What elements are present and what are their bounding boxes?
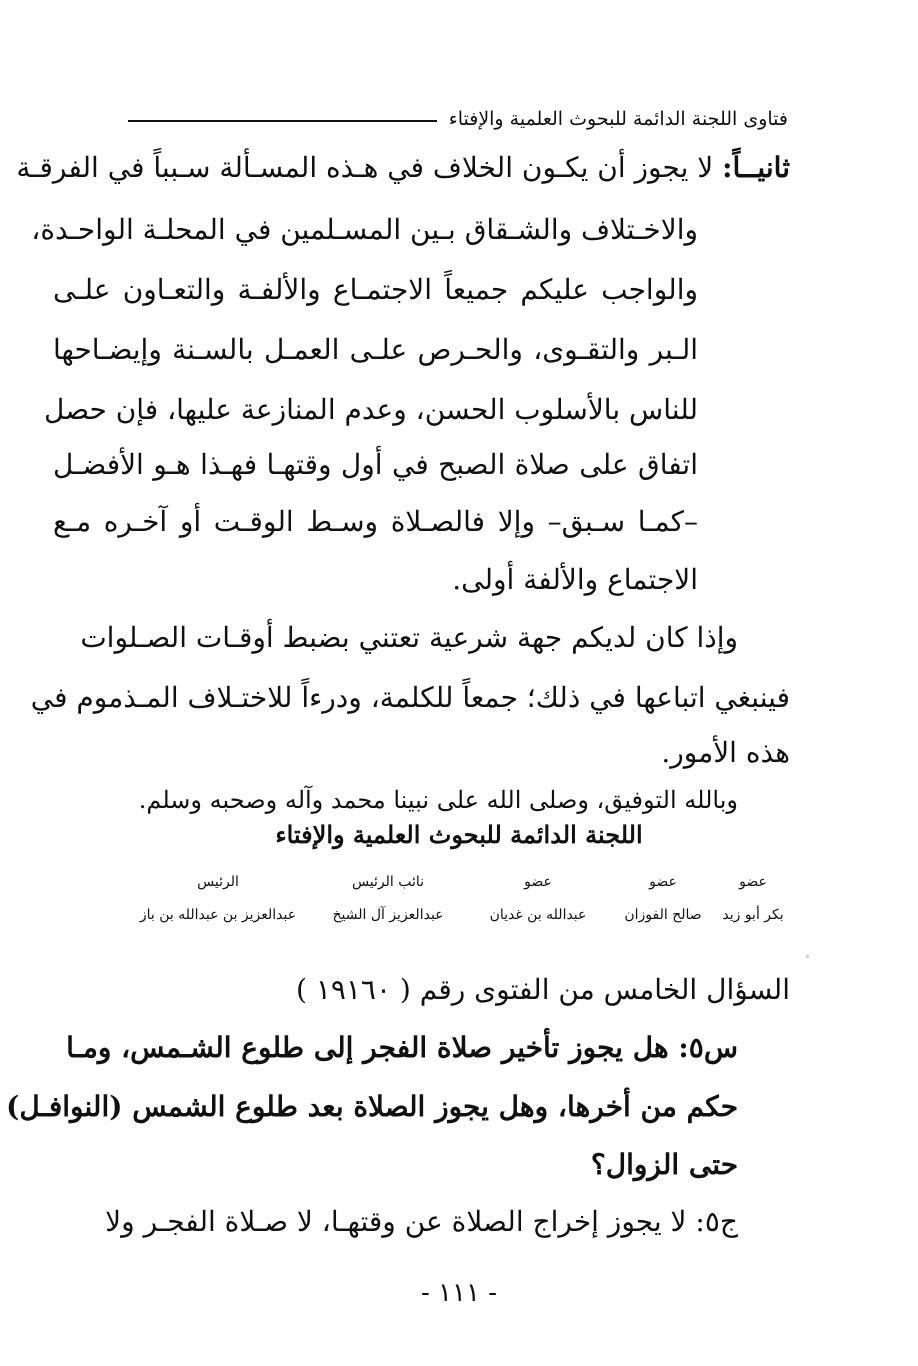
header-rule bbox=[128, 120, 437, 122]
member-name: عبدالعزيز آل الشيخ bbox=[332, 907, 444, 923]
answer-point-line-2: والاخـتلاف والشـقاق بـين المسـلمين في المحلـة الواحـدة، bbox=[31, 213, 698, 246]
member-name: عبدالله بن غديان bbox=[489, 907, 587, 923]
answer-point-lead: ثانيــاً: bbox=[722, 151, 790, 184]
page-mark bbox=[806, 955, 809, 958]
member-role: عضو bbox=[739, 874, 767, 890]
question-line-3: حتى الزوال؟ bbox=[590, 1148, 738, 1181]
running-header bbox=[128, 102, 788, 136]
committee-member bbox=[478, 873, 598, 925]
member-name: بكر أبو زيد bbox=[722, 907, 784, 923]
committee-title: اللجنة الدائمة للبحوث العلمية والإفتاء bbox=[275, 820, 643, 849]
question-line-2: حكم من أخرها، وهل يجوز الصلاة بعد طلوع الشمس (النوافـل) bbox=[6, 1090, 738, 1123]
committee-member bbox=[718, 873, 788, 925]
section-heading: السؤال الخامس من الفتوى رقم ( ١٩١٦٠ ) bbox=[295, 973, 790, 1006]
authority-line-1: وإذا كان لديكم جهة شرعية تعتني بضبط أوقـات الصـلوات bbox=[80, 621, 738, 654]
answer-point-line-1 bbox=[16, 148, 790, 188]
answer-point-line-1-text: لا يجوز أن يكـون الخلاف في هـذه المسـألة سـبباً في الفرقـة bbox=[16, 151, 714, 184]
authority-line-3: هذه الأمور. bbox=[661, 736, 790, 769]
answer-point-line-6: اتفاق على صلاة الصبح في أول وقتهـا فهـذا هـو الأفضـل bbox=[53, 448, 698, 481]
member-role: عضو bbox=[649, 874, 677, 890]
answer-point-line-8: الاجتماع والألفة أولى. bbox=[452, 563, 698, 596]
closing-supplication: وبالله التوفيق، وصلى الله على نبينا محمد وآله وصحبه وسلم. bbox=[138, 786, 738, 814]
question-line-1: س٥: هل يجوز تأخير صلاة الفجر إلى طلوع الشـمس، ومـا bbox=[66, 1031, 738, 1064]
answer-line-1: ج٥: لا يجوز إخراج الصلاة عن وقتهـا، لا صـلاة الفجـر ولا bbox=[105, 1205, 738, 1238]
authority-line-2: فينبغي اتباعها في ذلك؛ جمعاً للكلمة، ودرءاً للاختـلاف المـذموم في bbox=[30, 681, 790, 714]
header-title: فتاوى اللجنة الدائمة للبحوث العلمية والإفتاء bbox=[448, 108, 788, 130]
page-number: - ١١١ - bbox=[420, 1278, 498, 1308]
answer-point-line-4: الـبر والتقـوى، والحـرص علـى العمـل بالسـنة وإيضـاحها bbox=[53, 333, 698, 366]
member-role: نائب الرئيس bbox=[351, 874, 425, 890]
member-role: الرئيس bbox=[197, 874, 239, 890]
committee-member bbox=[128, 873, 308, 925]
committee-member bbox=[308, 873, 468, 925]
committee-member bbox=[608, 873, 718, 925]
member-name: عبدالعزيز بن عبدالله بن باز bbox=[139, 907, 297, 923]
answer-point-line-7: –كمـا سـبق– وإلا فالصـلاة وسـط الوقـت أو آخـره مـع bbox=[53, 505, 698, 538]
answer-point-line-5: للناس بالأسلوب الحسن، وعدم المنازعة عليها، فإن حصل bbox=[44, 393, 698, 426]
member-name: صالح الفوزان bbox=[624, 907, 702, 923]
answer-point-line-3: والواجب عليكم جميعاً الاجتمـاع والألفـة والتعـاون علـى bbox=[53, 273, 698, 306]
member-role: عضو bbox=[524, 874, 552, 890]
